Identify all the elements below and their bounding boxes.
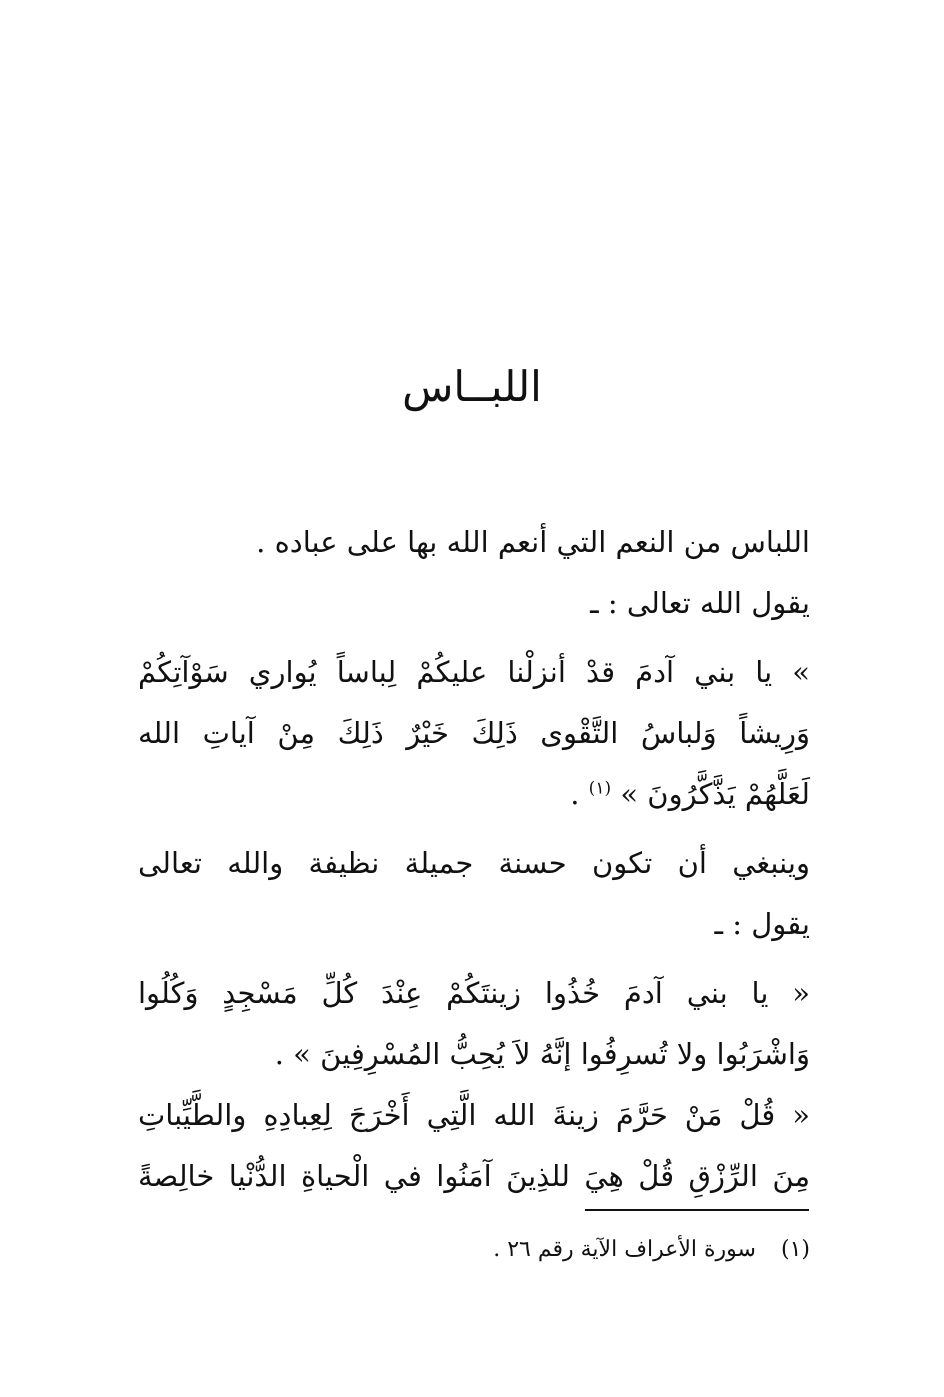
footnote-divider [585,1209,809,1211]
footnote-marker: (١) [780,1237,810,1262]
verse-line [138,764,810,825]
verse-end-period: . [570,777,580,811]
verse-line: « قُلْ مَنْ حَرَّمَ زينةَ الله الَّتِي أَخْرَجَ لِعِبادِهِ والطَّيِّباتِ [138,1098,810,1132]
paragraph-line: اللباس من النعم التي أنعم الله بها على عباده . [256,525,810,559]
verse-line: مِنَ الرِّزْقِ قُلْ هِيَ للذِينَ آمَنُوا في الْحياةِ الدُّنْيا خالِصةً [138,1159,810,1193]
paragraph-line: وينبغي أن تكون حسنة جميلة نظيفة والله تعالى [138,846,810,880]
paragraph-line: يقول الله تعالى : ـ [590,586,810,620]
paragraph-line: يقول : ـ [714,907,810,941]
page-title: اللبــاس [402,362,542,411]
verse-end-text: لَعَلَّهُمْ يَذَّكَّرُونَ » [620,777,810,811]
footnote-reference: (١) [588,778,612,799]
footnote [400,1230,810,1270]
footnote-text: سورة الأعراف الآية رقم ٢٦ . [493,1237,756,1262]
verse-line: « يا بني آدمَ خُذُوا زينتَكُمْ عِنْدَ كُلِّ مَسْجِدٍ وَكُلُوا [138,976,810,1010]
verse-line: وَرِيشاً وَلباسُ التَّقْوى ذَلِكَ خَيْرٌ ذَلِكَ مِنْ آياتِ الله [138,716,810,750]
verse-line: وَاشْرَبُوا ولا تُسرِفُوا إنَّهُ لاَ يُحِبُّ المُسْرِفِينَ » . [274,1037,810,1071]
body-text [138,512,810,1207]
verse-line: » يا بني آدمَ قدْ أنزلْنا عليكُمْ لِباساً يُواري سَوْآتِكُمْ [138,655,810,689]
